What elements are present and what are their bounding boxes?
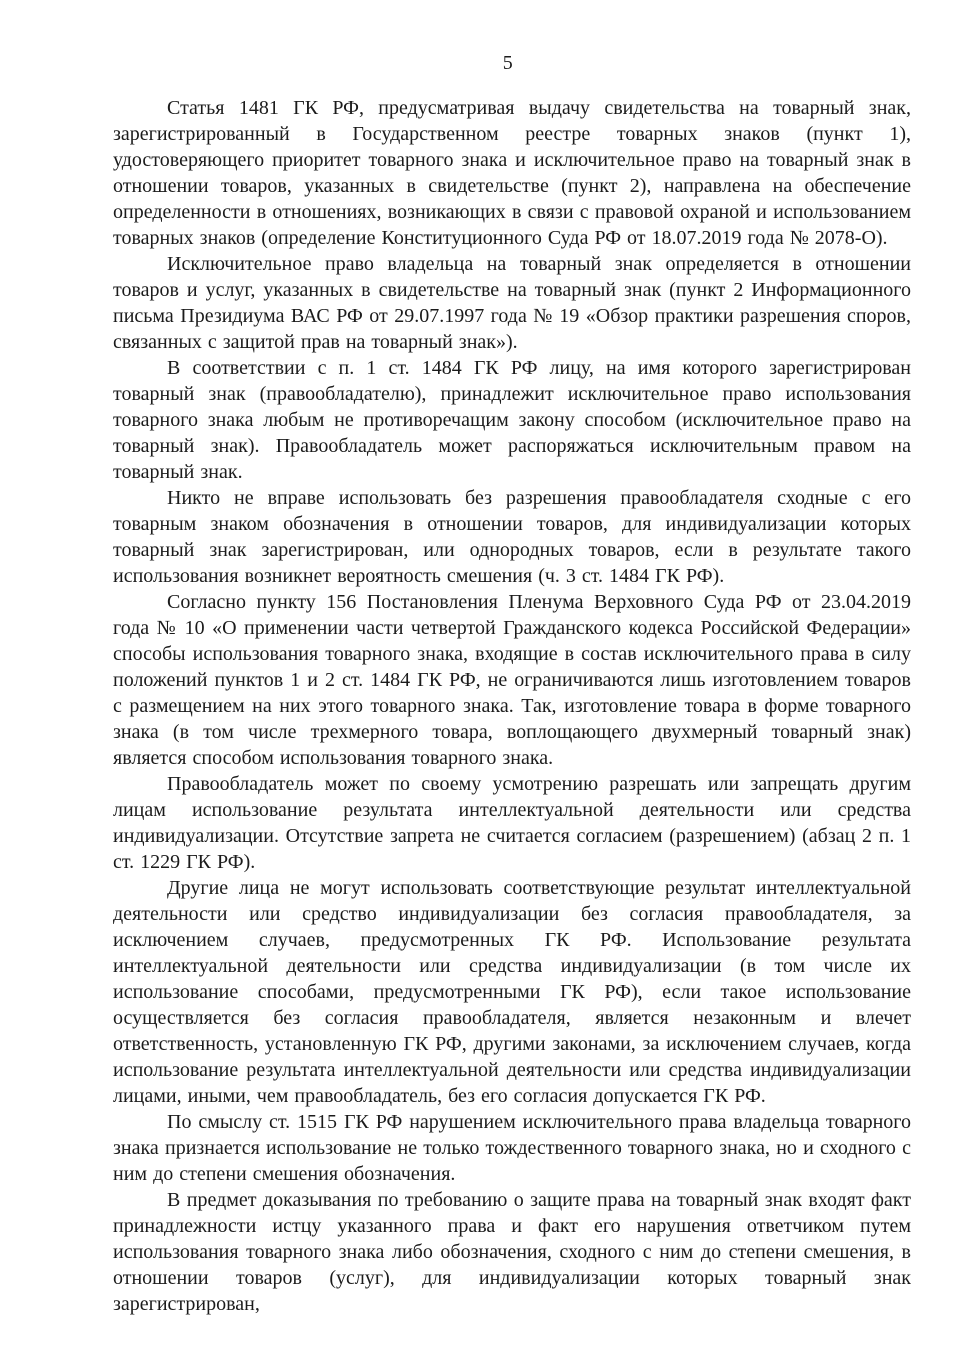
paragraph-2: Исключительное право владельца на товарный знак определяется в отношении товаров и услуг, указанных в свидетельстве на товарный знак (пункт 2 Информационного письма Президиума ВАС РФ от 29.07.1997 года № 19 «Обзор практики разрешения споров, связанных с защитой прав на товарный знак»). — [113, 253, 911, 353]
page-number: 5 — [502, 52, 514, 74]
paragraph-4: Никто не вправе использовать без разрешения правообладателя сходные с его товарным знаком обозначения в отношении товаров, для индивидуализации которых товарный знак зарегистрирован, или однородных товаров, если в результате такого использования возникнет вероятность смешения (ч. 3 ст. 1484 ГК РФ). — [113, 487, 911, 587]
paragraph-6: Правообладатель может по своему усмотрению разрешать или запрещать другим лицам использование результата интеллектуальной деятельности или средства индивидуализации. Отсутствие запрета не считается согласием (разрешением) (абзац 2 п. 1 ст. 1229 ГК РФ). — [113, 773, 911, 873]
paragraph-3: В соответствии с п. 1 ст. 1484 ГК РФ лицу, на имя которого зарегистрирован товарный знак (правообладателю), принадлежит исключительное право использования товарного знака любым не противоречащим закону способом (исключительное право на товарный знак). Правообладатель может распоряжаться исключительным правом на товарный знак. — [113, 357, 911, 483]
paragraph-8: По смыслу ст. 1515 ГК РФ нарушением исключительного права владельца товарного знака признается использование не только тождественного товарного знака, но и сходного с ним до степени смешения обозначения. — [113, 1111, 911, 1185]
paragraph-5: Согласно пункту 156 Постановления Пленума Верховного Суда РФ от 23.04.2019 года № 10 «О применении части четвертой Гражданского кодекса Российской Федерации» способы использования товарного знака, входящие в состав исключительного права в силу положений пунктов 1 и 2 ст. 1484 ГК РФ, не ограничиваются лишь изготовлением товаров с размещением на них этого товарного знака. Так, изготовление товара в форме товарного знака (в том числе трехмерного товара, воплощающего двухмерный товарный знак) является способом использования товарного знака. — [113, 591, 911, 769]
paragraph-7: Другие лица не могут использовать соответствующие результат интеллектуальной деятельности или средство индивидуализации без согласия правообладателя, за исключением случаев, предусмотренных ГК РФ. Использование результата интеллектуальной деятельности или средства индивидуализации (в том числе их использование способами, предусмотренными ГК РФ), если такое использование осуществляется без согласия правообладателя, является незаконным и влечет ответственность, установленную ГК РФ, другими законами, за исключением случаев, когда использование результата интеллектуальной деятельности или средства индивидуализации лицами, иными, чем правообладатель, без его согласия допускается ГК РФ. — [113, 877, 911, 1107]
document-body — [113, 95, 911, 1317]
paragraph-9: В предмет доказывания по требованию о защите права на товарный знак входят факт принадлежности истцу указанного права и факт его нарушения ответчиком путем использования товарного знака либо обозначения, сходного с ним до степени смешения, в отношении товаров (услуг), для индивидуализации которых товарный знак зарегистрирован, — [113, 1189, 911, 1315]
paragraph-1: Статья 1481 ГК РФ, предусматривая выдачу свидетельства на товарный знак, зарегистрированный в Государственном реестре товарных знаков (пункт 1), удостоверяющего приоритет товарного знака и исключительное право на товарный знак в отношении товаров, указанных в свидетельстве (пункт 2), направлена на обеспечение определенности в отношениях, возникающих в связи с правовой охраной и использованием товарных знаков (определение Конституционного Суда РФ от 18.07.2019 года № 2078-О). — [113, 97, 911, 249]
